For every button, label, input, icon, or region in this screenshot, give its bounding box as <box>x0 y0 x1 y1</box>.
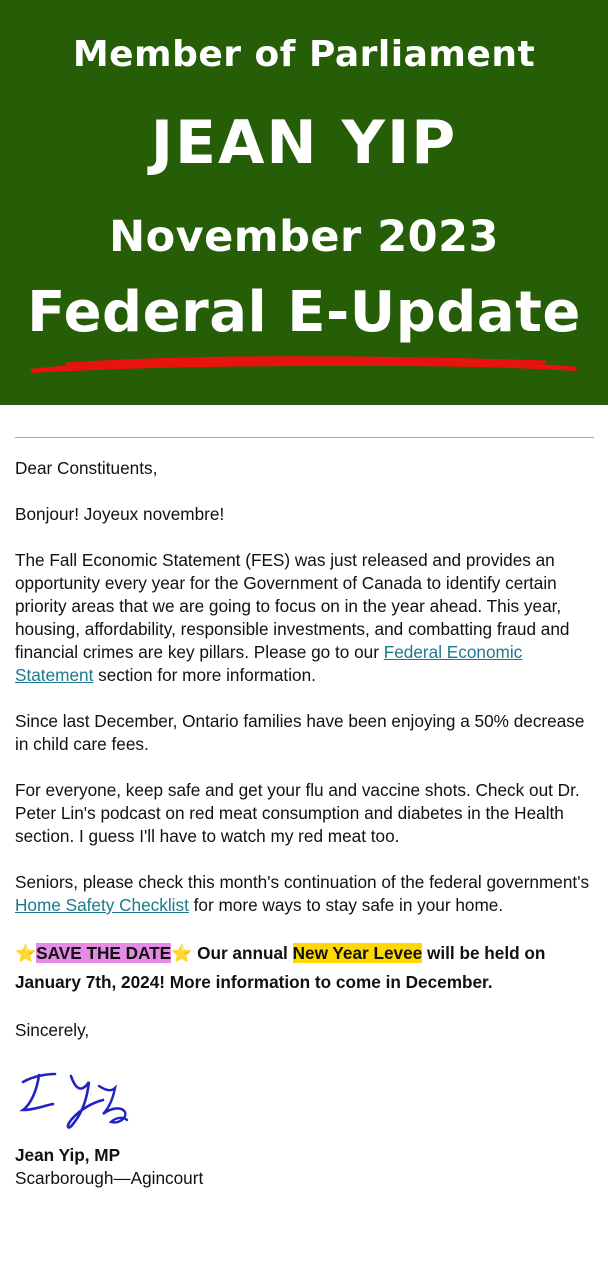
handwritten-signature <box>15 1062 145 1140</box>
save-the-date-paragraph <box>15 939 593 996</box>
save-the-date-highlight: SAVE THE DATE <box>36 943 172 963</box>
home-safety-checklist-link[interactable]: Home Safety Checklist <box>15 895 189 915</box>
signature-riding: Scarborough—Agincourt <box>15 1168 204 1188</box>
seniors-text: Seniors, please check this month's continuation of the federal government's <box>15 872 590 892</box>
letter-body <box>0 437 608 1190</box>
closing: Sincerely, <box>15 1020 90 1040</box>
header-title-name: JEAN YIP <box>150 108 458 178</box>
std-text: Our annual <box>192 943 293 963</box>
header-title-date: November 2023 <box>109 212 499 262</box>
federal-economic-statement-link[interactable]: Federal Economic Statement <box>15 642 523 685</box>
bonjour-line: Bonjour! Joyeux novembre! <box>15 504 225 524</box>
red-underline-brushstroke <box>26 352 582 378</box>
seniors-after: for more ways to stay safe in your home. <box>188 895 504 915</box>
fes-text: The Fall Economic Statement (FES) was just released and provides an opportunity every year for the Government of Canada to identify certain priority areas that we are going to focus on in the year ahead. This year, housing, affordability, responsible investments, and combatting fraud and financial crimes are key pillars. Please go to our <box>15 550 570 662</box>
greeting: Dear Constituents, <box>15 458 158 478</box>
childcare-paragraph: Since last December, Ontario families have been enjoying a 50% decrease in child care fees. <box>15 711 585 754</box>
star-icon: ⭐ <box>15 944 37 963</box>
std-text-end: will be held on January 7th, 2024! More information to come in December. <box>15 943 546 992</box>
fes-paragraph <box>15 549 593 687</box>
seniors-paragraph <box>15 871 593 917</box>
fes-after: section for more information. <box>93 665 316 685</box>
star-icon: ⭐ <box>171 944 193 963</box>
signature-name: Jean Yip, MP <box>15 1145 121 1165</box>
header-title-newsletter: Federal E-Update <box>27 280 581 345</box>
new-year-levee-highlight: New Year Levee <box>292 943 423 963</box>
divider <box>15 437 594 438</box>
header-banner <box>0 0 608 405</box>
health-paragraph: For everyone, keep safe and get your flu and vaccine shots. Check out Dr. Peter Lin's podcast on red meat consumption and diabetes in the Health section. I guess I'll have to watch my red meat too. <box>15 780 580 846</box>
header-title-role: Member of Parliament <box>72 34 536 75</box>
